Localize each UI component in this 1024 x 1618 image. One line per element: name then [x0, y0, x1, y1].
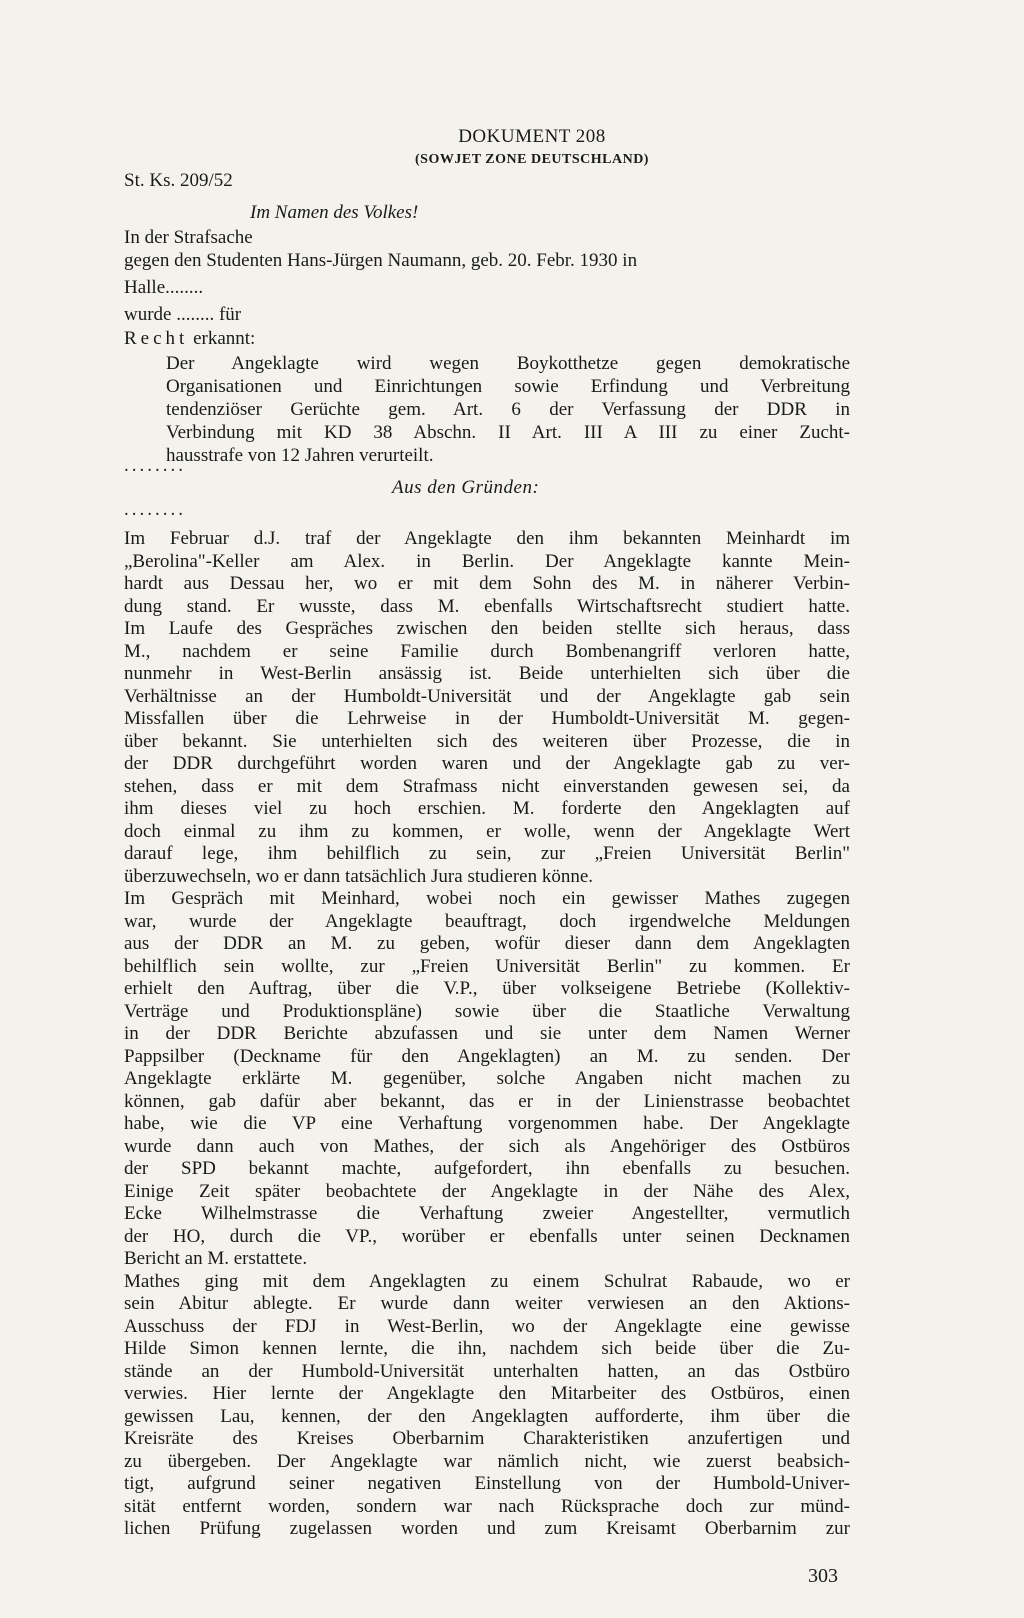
body-line: Angeklagte erklärte M. gegenüber, solche Angaben nicht machen zu — [124, 1068, 850, 1089]
recht-word: Recht — [124, 328, 189, 349]
ellipsis-divider: ........ — [124, 455, 186, 476]
body-line: Missfallen über die Lehrweise in der Humboldt-Universität M. gegen- — [124, 708, 850, 729]
section-heading: Aus den Gründen: — [392, 477, 540, 498]
case-reference: St. Ks. 209/52 — [124, 170, 233, 191]
intro-line: gegen den Studenten Hans-Jürgen Naumann, geb. 20. Febr. 1930 in — [124, 250, 638, 271]
verdict-line: Verbindung mit KD 38 Abschn. II Art. III A III zu einer Zucht- — [166, 422, 850, 443]
body-line: Bericht an M. erstattete. — [124, 1248, 308, 1269]
body-line: lichen Prüfung zugelassen worden und zum Kreisamt Oberbarnim zur — [124, 1518, 850, 1539]
body-line: darauf lege, ihm behilflich zu sein, zur „Freien Universität Berlin" — [124, 843, 850, 864]
body-line: hardt aus Dessau her, wo er mit dem Sohn des M. in näherer Verbin- — [124, 573, 850, 594]
body-line: gewissen Lau, kennen, der den Angeklagten aufforderte, ihm über die — [124, 1405, 850, 1427]
body-line: stände an der Humbold-Universität unterhalten hatten, an das Ostbüro — [124, 1360, 850, 1382]
body-line: Im Februar d.J. traf der Angeklagte den ihm bekannten Meinhardt im — [124, 528, 850, 549]
body-line: Im Gespräch mit Meinhard, wobei noch ein gewisser Mathes zugegen — [124, 888, 850, 909]
body-line: verwies. Hier lernte der Angeklagte den Mitarbeiter des Ostbüros, einen — [124, 1383, 850, 1404]
body-line: nunmehr in West-Berlin ansässig ist. Beide unterhielten sich über die — [124, 663, 850, 684]
body-line: Kreisräte des Kreises Oberbarnim Charakteristiken anzufertigen und — [124, 1428, 850, 1449]
recht-line — [124, 327, 850, 350]
reasons-body — [124, 528, 850, 1541]
intro-line: wurde ........ für — [124, 304, 242, 325]
verdict-line: Organisationen und Einrichtungen sowie Erfindung und Verbreitung — [166, 376, 850, 397]
body-line: Mathes ging mit dem Angeklagten zu einem Schulrat Rabaude, wo er — [124, 1270, 850, 1292]
verdict-line: tendenziöser Gerüchte gem. Art. 6 der Verfassung der DDR in — [166, 399, 850, 420]
body-line: „Berolina"-Keller am Alex. in Berlin. Der Angeklagte kannte Mein- — [124, 550, 850, 572]
body-line: Verträge und Produktionspläne) sowie über die Staatliche Verwaltung — [124, 1000, 850, 1022]
document-subtitle: (SOWJET ZONE DEUTSCHLAND) — [415, 152, 649, 167]
verdict-formula: Im Namen des Volkes! — [250, 202, 419, 223]
body-line: aus der DDR an M. zu geben, wofür dieser dann dem Angeklagten — [124, 933, 850, 954]
body-line: Verhältnisse an der Humboldt-Universität und der Angeklagte gab sein — [124, 685, 850, 707]
body-line: Einige Zeit später beobachtete der Angeklagte in der Nähe des Alex, — [124, 1180, 850, 1202]
body-line: wurde dann auch von Mathes, der sich als Angehöriger des Ostbüros — [124, 1135, 850, 1157]
body-line: dung stand. Er wusste, dass M. ebenfalls Wirtschaftsrecht studiert hatte. — [124, 595, 850, 617]
body-line: erhielt den Auftrag, über die V.P., über volkseigene Betriebe (Kollektiv- — [124, 978, 850, 999]
body-line: der SPD bekannt machte, aufgefordert, ihn ebenfalls zu besuchen. — [124, 1158, 850, 1179]
body-line: habe, wie die VP eine Verhaftung vorgenommen habe. Der Angeklagte — [124, 1113, 850, 1134]
intro-line: Halle........ — [124, 277, 204, 298]
ellipsis-divider: ........ — [124, 499, 186, 520]
body-line: Ausschuss der FDJ in West-Berlin, wo der Angeklagte eine gewisse — [124, 1315, 850, 1337]
body-line: sein Abitur ablegte. Er wurde dann weiter verwiesen an den Aktions- — [124, 1293, 850, 1314]
verdict-line: hausstrafe von 12 Jahren verurteilt. — [166, 445, 434, 466]
body-line: Pappsilber (Deckname für den Angeklagten) an M. zu senden. Der — [124, 1045, 850, 1067]
body-line: Ecke Wilhelmstrasse die Verhaftung zweier Angestellter, vermutlich — [124, 1203, 850, 1224]
body-line: Im Laufe des Gespräches zwischen den beiden stellte sich heraus, dass — [124, 618, 850, 639]
body-line: Hilde Simon kennen lernte, die ihn, nachdem sich beide über die Zu- — [124, 1338, 850, 1359]
document-title: DOKUMENT 208 — [458, 126, 606, 147]
verdict-paragraph — [166, 352, 850, 467]
body-line: war, wurde der Angeklagte beauftragt, doch irgendwelche Meldungen — [124, 910, 850, 932]
page-number: 303 — [808, 1565, 838, 1587]
body-line: M., nachdem er seine Familie durch Bombenangriff verloren hatte, — [124, 640, 850, 662]
body-line: in der DDR Berichte abzufassen und sie unter dem Namen Werner — [124, 1023, 850, 1044]
intro-line: In der Strafsache — [124, 227, 253, 248]
body-line: über bekannt. Sie unterhielten sich des weiteren über Prozesse, die in — [124, 730, 850, 752]
body-line: tigt, aufgrund seiner negativen Einstellung von der Humbold-Univer- — [124, 1473, 850, 1494]
intro-block — [124, 226, 850, 350]
body-line: behilflich sein wollte, zur „Freien Universität Berlin" zu kommen. Er — [124, 955, 850, 977]
body-line: doch einmal zu ihm zu kommen, er wolle, wenn der Angeklagte Wert — [124, 820, 850, 842]
body-line: sität entfernt worden, sondern war nach Rücksprache doch zur münd- — [124, 1495, 850, 1517]
body-line: der DDR durchgeführt worden waren und der Angeklagte gab zu ver- — [124, 753, 850, 774]
body-line: können, gab dafür aber bekannt, das er in der Linienstrasse beobachtet — [124, 1090, 850, 1112]
body-line: überzuwechseln, wo er dann tatsächlich Jura studieren könne. — [124, 865, 594, 887]
body-line: stehen, dass er mit dem Strafmass nicht einverstanden gewesen sei, da — [124, 775, 850, 797]
recht-rest: erkannt: — [188, 328, 256, 349]
body-line: ihm dieses viel zu hoch erschien. M. forderte den Angeklagten auf — [124, 798, 850, 819]
body-line: zu übergeben. Der Angeklagte war nämlich nicht, wie zuerst beabsich- — [124, 1450, 850, 1472]
body-line: der HO, durch die VP., worüber er ebenfalls unter seinen Decknamen — [124, 1225, 850, 1247]
verdict-line: Der Angeklagte wird wegen Boykotthetze gegen demokratische — [166, 353, 850, 374]
